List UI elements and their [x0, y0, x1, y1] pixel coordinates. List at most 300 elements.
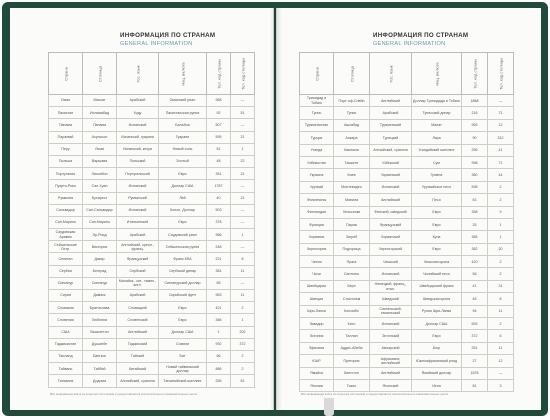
table-cell: Евро: [159, 216, 207, 228]
table-cell: Быр: [412, 342, 462, 354]
table-cell: Чехия: [300, 256, 334, 268]
table-cell: 41: [462, 280, 488, 292]
table-cell: Угандийский шиллинг: [412, 144, 462, 156]
left-title-block: [120, 32, 215, 47]
table-cell: Дамаск: [83, 290, 117, 302]
table-cell: Амхарский: [370, 342, 412, 354]
table-row: [300, 156, 514, 168]
column-header: [207, 53, 231, 95]
table-cell: Сан-Марино: [49, 216, 83, 228]
table-cell: Эстония: [300, 330, 334, 342]
table-cell: Швейцария: [300, 280, 334, 292]
table-cell: 71: [488, 156, 514, 168]
table-cell: Лей: [159, 192, 207, 204]
table-cell: Черногорский: [370, 243, 412, 255]
table-cell: Доллар США: [412, 318, 462, 330]
table-cell: Пакистан: [49, 107, 83, 119]
table-cell: Английский: [370, 194, 412, 206]
table-cell: Итальянский: [117, 216, 159, 228]
table-cell: 507: [207, 119, 231, 131]
table-cell: Тайвань: [49, 363, 83, 375]
table-cell: Братислава: [83, 302, 117, 314]
table-cell: Япония: [300, 379, 334, 391]
table-cell: 27: [462, 355, 488, 367]
table-row: [300, 95, 514, 107]
left-page-title: ИНФОРМАЦИЯ ПО СТРАНАМ: [120, 32, 216, 39]
table-cell: Уругвай: [300, 181, 334, 193]
table-cell: 593: [462, 318, 488, 330]
table-header-row: [49, 53, 255, 95]
table-cell: Уругвайское песо: [412, 181, 462, 193]
column-header-label: Тел. код столицы: [240, 57, 245, 90]
planner-book: [2, 2, 548, 416]
table-cell: 90: [462, 132, 488, 144]
table-cell: Сербский: [117, 265, 159, 277]
table-cell: 46: [462, 293, 488, 305]
table-cell: Киев: [334, 169, 370, 181]
table-cell: 2: [488, 181, 514, 193]
table-cell: Испанский: [370, 181, 412, 193]
table-row: [49, 302, 255, 314]
table-cell: Оманский риал: [159, 95, 207, 107]
column-header: [488, 53, 514, 95]
table-cell: Шведский: [370, 293, 412, 305]
table-cell: Словенский: [117, 314, 159, 326]
table-cell: 2: [488, 256, 514, 268]
table-cell: Польский: [117, 155, 159, 167]
table-cell: Польша: [49, 155, 83, 167]
table-cell: Уганда: [300, 144, 334, 156]
table-cell: Туркменистан: [300, 119, 334, 131]
table-cell: 1876: [462, 367, 488, 379]
table-cell: 381: [207, 265, 231, 277]
table-cell: 2: [488, 194, 514, 206]
column-header-label: Гос. язык: [388, 65, 393, 82]
table-cell: Эфиопия: [300, 342, 334, 354]
table-cell: Швейцарский франк: [412, 280, 462, 292]
table-row: [49, 155, 255, 167]
table-cell: Бухарест: [83, 192, 117, 204]
table-cell: Малайск., кит., тамил., англ.: [117, 277, 159, 289]
table-cell: 61: [231, 375, 255, 387]
table-row: [300, 268, 514, 280]
table-cell: 44: [488, 169, 514, 181]
table-row: [300, 231, 514, 243]
table-cell: 71: [488, 107, 514, 119]
table-cell: Хельсинки: [334, 206, 370, 218]
right-country-table: [299, 52, 514, 392]
table-cell: Французский: [117, 253, 159, 265]
table-cell: Париж: [334, 218, 370, 230]
table-cell: 966: [207, 229, 231, 241]
left-country-table: [48, 52, 255, 388]
column-header-label: Страна: [63, 66, 68, 81]
table-cell: 12: [488, 355, 514, 367]
table-cell: 2: [488, 268, 514, 280]
table-cell: —: [231, 119, 255, 131]
table-cell: Турецкий: [370, 132, 412, 144]
table-cell: 385: [462, 231, 488, 243]
table-cell: Испанский: [117, 180, 159, 192]
table-cell: Кампала: [334, 144, 370, 156]
table-cell: 1868: [462, 95, 488, 107]
table-cell: Французский: [370, 218, 412, 230]
table-cell: Тунис: [300, 107, 334, 119]
table-cell: Бальбоа: [159, 119, 207, 131]
table-cell: Арабский: [370, 107, 412, 119]
table-row: [300, 194, 514, 206]
table-row: [49, 350, 255, 362]
table-row: [49, 363, 255, 375]
right-page-subtitle: GENERAL INFORMATION: [373, 41, 446, 47]
table-row: [300, 218, 514, 230]
table-cell: Сантьяго: [334, 268, 370, 280]
column-header: [334, 53, 370, 95]
column-header-label: Нац. валюта: [180, 61, 185, 86]
table-cell: Испанский: [117, 204, 159, 216]
table-cell: Таджикистан: [49, 338, 83, 350]
table-cell: Лира: [412, 132, 462, 144]
table-cell: Хорватский: [370, 231, 412, 243]
table-cell: 21: [231, 192, 255, 204]
table-cell: Швеция: [300, 293, 334, 305]
table-cell: 382: [462, 243, 488, 255]
table-cell: Загреб: [334, 231, 370, 243]
table-cell: Белград: [83, 265, 117, 277]
table-cell: Евро: [412, 218, 462, 230]
table-cell: —: [488, 367, 514, 379]
table-cell: Додома: [83, 375, 117, 387]
table-cell: Евро: [159, 314, 207, 326]
table-cell: 40: [207, 192, 231, 204]
table-cell: —: [488, 95, 514, 107]
table-cell: Любляна: [83, 314, 117, 326]
table-cell: Кито: [334, 318, 370, 330]
table-cell: 221: [207, 253, 231, 265]
table-cell: Урду: [117, 107, 159, 119]
table-cell: Пуэрто-Рико: [49, 180, 83, 192]
table-row: [49, 290, 255, 302]
table-cell: Английский, креол., франц.: [117, 241, 159, 253]
table-cell: Лима: [83, 143, 117, 155]
table-cell: —: [231, 204, 255, 216]
table-cell: Сенегал: [49, 253, 83, 265]
table-cell: Франция: [300, 218, 334, 230]
table-cell: Английский: [370, 367, 412, 379]
table-cell: Португальский: [117, 168, 159, 180]
table-cell: Шри-Ланка: [300, 305, 334, 317]
table-cell: 886: [207, 363, 231, 375]
table-cell: Узбекистан: [300, 156, 334, 168]
table-cell: Перу: [49, 143, 83, 155]
table-cell: Испанский: [370, 268, 412, 280]
table-cell: Сирийский фунт: [159, 290, 207, 302]
table-cell: 372: [231, 338, 255, 350]
table-cell: Тринидад и Тобаго: [300, 95, 334, 107]
table-cell: 1: [231, 229, 255, 241]
table-cell: Китайский: [117, 363, 159, 375]
table-cell: Английский: [117, 326, 159, 338]
table-cell: Монтевидео: [334, 181, 370, 193]
table-cell: 2: [488, 318, 514, 330]
table-cell: 92: [207, 107, 231, 119]
table-row: [49, 338, 255, 350]
table-row: [49, 326, 255, 338]
left-footnote: Вся информация взята из открытых источников и предоставляется исключительно в ознакомительных целях: [50, 392, 198, 396]
table-cell: Финский, шведский: [370, 206, 412, 218]
table-cell: Злотый: [159, 155, 207, 167]
table-cell: Исламабад: [83, 107, 117, 119]
column-header: [83, 53, 117, 95]
table-cell: Испанский, кечуа: [117, 143, 159, 155]
table-cell: Франк КФА: [159, 253, 207, 265]
table-row: [300, 342, 514, 354]
table-cell: 1787: [207, 180, 231, 192]
table-cell: Доллар США: [159, 326, 207, 338]
table-cell: Южноафриканский рэнд: [412, 355, 462, 367]
table-cell: Английский, суахили: [370, 144, 412, 156]
table-cell: Подгорица: [334, 243, 370, 255]
column-header-label: Нац. валюта: [434, 61, 439, 86]
table-cell: Порт-оф-Спейн: [334, 95, 370, 107]
table-cell: Душанбе: [83, 338, 117, 350]
table-cell: Ямайка: [300, 367, 334, 379]
right-page-title: ИНФОРМАЦИЯ ПО СТРАНАМ: [373, 32, 469, 39]
table-cell: Словакия: [49, 302, 83, 314]
table-cell: Лиссабон: [83, 168, 117, 180]
table-cell: Португалия: [49, 168, 83, 180]
table-cell: 2: [231, 302, 255, 314]
table-cell: 1: [231, 143, 255, 155]
table-cell: Рупия Шри-Ланки: [412, 305, 462, 317]
table-cell: 11: [231, 290, 255, 302]
table-cell: 1: [207, 326, 231, 338]
table-cell: Гуарани: [159, 131, 207, 143]
column-header-label: Страна: [314, 66, 319, 81]
table-cell: 56: [462, 268, 488, 280]
table-cell: Доллар США: [159, 180, 207, 192]
table-cell: Чешская крона: [412, 256, 462, 268]
table-cell: Арабский: [117, 229, 159, 241]
table-cell: Аддис-Абеба: [334, 342, 370, 354]
table-cell: 202: [231, 326, 255, 338]
table-cell: 20: [488, 243, 514, 255]
table-cell: Сирия: [49, 290, 83, 302]
table-row: [300, 144, 514, 156]
column-header-label: Тел. код страны: [472, 58, 477, 89]
table-cell: Чилийский песо: [412, 268, 462, 280]
table-row: [49, 119, 255, 131]
table-row: [49, 95, 255, 107]
column-header: [159, 53, 207, 95]
table-cell: 963: [207, 290, 231, 302]
table-cell: 81: [462, 379, 488, 391]
table-row: [49, 229, 255, 241]
table-cell: 372: [462, 330, 488, 342]
table-cell: Тайбэй: [83, 363, 117, 375]
table-cell: Ташкент: [334, 156, 370, 168]
table-cell: 420: [462, 256, 488, 268]
table-cell: 11: [488, 305, 514, 317]
table-cell: Евро: [412, 330, 462, 342]
table-cell: Токио: [334, 379, 370, 391]
table-cell: Английский: [370, 95, 412, 107]
table-cell: Варшава: [83, 155, 117, 167]
table-row: [300, 243, 514, 255]
right-page: [276, 8, 541, 410]
table-cell: 598: [462, 181, 488, 193]
table-cell: 33: [462, 218, 488, 230]
table-cell: Прага: [334, 256, 370, 268]
column-header: [462, 53, 488, 95]
table-cell: Узбекский: [370, 156, 412, 168]
table-cell: Испанский, гуарани: [117, 131, 159, 143]
table-cell: Евро: [412, 243, 462, 255]
table-cell: Сейшельская рупия: [159, 241, 207, 253]
table-row: [300, 355, 514, 367]
table-cell: 992: [207, 338, 231, 350]
table-cell: Доллар Тринидада и Тобаго: [412, 95, 462, 107]
table-cell: 31: [488, 280, 514, 292]
table-cell: Таллин: [334, 330, 370, 342]
table-cell: Евро: [159, 168, 207, 180]
table-row: [49, 143, 255, 155]
table-cell: 503: [207, 204, 231, 216]
right-title-block: [373, 32, 468, 47]
table-row: [300, 169, 514, 181]
table-cell: США: [49, 326, 83, 338]
table-cell: 595: [207, 131, 231, 143]
column-header: [49, 53, 83, 95]
column-header: [412, 53, 462, 95]
table-row: [300, 107, 514, 119]
table-cell: —: [231, 95, 255, 107]
table-cell: 255: [207, 375, 231, 387]
table-cell: Сальвадор: [49, 204, 83, 216]
table-cell: Таджикский: [117, 338, 159, 350]
table-cell: Сингальский, тамильский: [370, 305, 412, 317]
table-row: [49, 204, 255, 216]
table-cell: Пакистанская рупия: [159, 107, 207, 119]
table-cell: Эстонский: [370, 330, 412, 342]
table-cell: 1: [231, 314, 255, 326]
table-cell: Куна: [412, 231, 462, 243]
table-cell: —: [231, 241, 255, 253]
table-cell: Иена: [412, 379, 462, 391]
table-row: [49, 216, 255, 228]
table-cell: Коломбо: [334, 305, 370, 317]
table-cell: 63: [462, 194, 488, 206]
table-cell: Сан-Марино: [83, 216, 117, 228]
table-cell: —: [231, 277, 255, 289]
table-cell: Сербский динар: [159, 265, 207, 277]
table-header-row: [300, 53, 514, 95]
table-cell: 66: [207, 350, 231, 362]
table-cell: Претория: [334, 355, 370, 367]
column-header-label: Столица: [97, 65, 102, 82]
table-cell: Кингстон: [334, 367, 370, 379]
table-cell: 11: [488, 342, 514, 354]
table-cell: ЮАР: [300, 355, 334, 367]
table-cell: Гривна: [412, 169, 462, 181]
table-cell: Ашхабад: [334, 119, 370, 131]
table-cell: 12: [488, 119, 514, 131]
table-row: [300, 379, 514, 391]
table-cell: Английский, суахили: [117, 375, 159, 387]
table-cell: Панама: [83, 119, 117, 131]
table-cell: Анкара: [334, 132, 370, 144]
table-cell: 256: [462, 144, 488, 156]
table-cell: Украина: [300, 169, 334, 181]
table-row: [300, 330, 514, 342]
table-cell: Колон, Доллар: [159, 204, 207, 216]
table-cell: Оман: [49, 95, 83, 107]
table-cell: Панама: [49, 119, 83, 131]
table-row: [49, 168, 255, 180]
table-cell: 968: [207, 95, 231, 107]
table-cell: Саудовский риял: [159, 229, 207, 241]
column-header-label: Гос. язык: [135, 65, 140, 82]
table-cell: Немецкий, франц., итал.: [370, 280, 412, 292]
table-cell: Евро: [412, 206, 462, 218]
table-cell: Виктория: [83, 241, 117, 253]
table-row: [300, 280, 514, 292]
table-cell: Сингапур: [83, 277, 117, 289]
table-cell: Тайский: [117, 350, 159, 362]
column-header: [117, 53, 159, 95]
table-cell: Сан-Сальвадор: [83, 204, 117, 216]
table-cell: Румыния: [49, 192, 83, 204]
column-header: [370, 53, 412, 95]
table-cell: Хорватия: [300, 231, 334, 243]
table-row: [49, 180, 255, 192]
table-cell: Сан-Хуан: [83, 180, 117, 192]
table-cell: Манила: [334, 194, 370, 206]
table-cell: 8: [231, 253, 255, 265]
table-cell: —: [231, 180, 255, 192]
table-cell: Украинский: [370, 169, 412, 181]
table-cell: 21: [231, 168, 255, 180]
table-row: [49, 277, 255, 289]
table-cell: Асунсьон: [83, 131, 117, 143]
table-cell: Испанский: [370, 318, 412, 330]
table-cell: Тунисский динар: [412, 107, 462, 119]
table-row: [300, 318, 514, 330]
table-cell: Новый тайваньский доллар: [159, 363, 207, 375]
table-cell: Стокгольм: [334, 293, 370, 305]
table-row: [49, 265, 255, 277]
table-cell: Японский: [370, 379, 412, 391]
table-cell: 312: [488, 132, 514, 144]
table-cell: Ямайский доллар: [412, 367, 462, 379]
table-cell: 1: [488, 231, 514, 243]
table-row: [49, 375, 255, 387]
column-header-label: Тел. код страны: [216, 58, 221, 89]
table-cell: Сейшельские Остр.: [49, 241, 83, 253]
table-cell: Дакар: [83, 253, 117, 265]
table-cell: 8: [488, 293, 514, 305]
table-cell: 1: [488, 218, 514, 230]
table-row: [49, 107, 255, 119]
table-cell: 378: [207, 216, 231, 228]
table-cell: Черногория: [300, 243, 334, 255]
column-header: [231, 53, 255, 95]
table-cell: 993: [462, 119, 488, 131]
table-row: [49, 131, 255, 143]
table-cell: 9: [488, 206, 514, 218]
bookmark-ribbon[interactable]: [324, 398, 334, 416]
table-cell: Словения: [49, 314, 83, 326]
